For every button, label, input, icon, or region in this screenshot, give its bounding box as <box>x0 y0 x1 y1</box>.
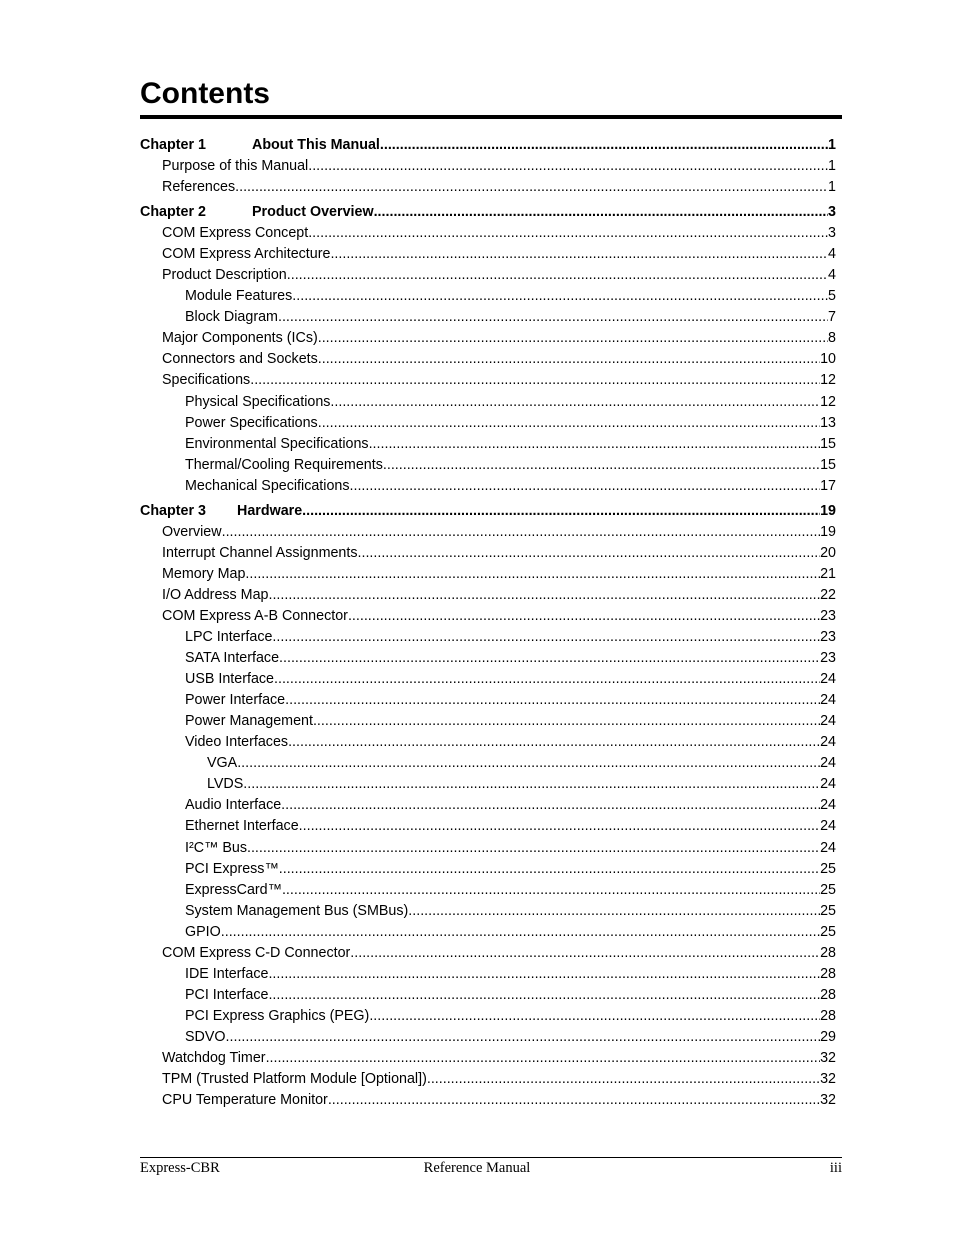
toc-entry[interactable] <box>162 1070 836 1088</box>
entry-page-number: 28 <box>820 1007 836 1024</box>
page-title: Contents <box>140 77 270 110</box>
entry-title: Major Components (ICs) <box>162 330 318 347</box>
entry-page-number: 28 <box>820 944 836 961</box>
chapter-label: Chapter 1 <box>140 137 206 153</box>
entry-title: Power Management <box>185 713 313 730</box>
dot-leader <box>330 245 828 263</box>
entry-title: Specifications <box>162 372 251 389</box>
dot-leader <box>348 607 820 625</box>
entry-page-number: 32 <box>820 1092 836 1109</box>
entry-page-number: 24 <box>820 839 836 856</box>
entry-page-number: 15 <box>820 435 836 452</box>
entry-title: Video Interfaces <box>185 734 289 751</box>
entry-title: GPIO <box>185 923 221 940</box>
chapter-title: About This Manual <box>252 137 380 153</box>
entry-title: IDE Interface <box>185 965 269 982</box>
toc-entry[interactable] <box>185 691 836 709</box>
chapter-title: Product Overview <box>252 204 374 221</box>
entry-title: Memory Map <box>162 565 246 582</box>
toc-entry[interactable] <box>162 157 836 175</box>
toc-entry[interactable] <box>185 1007 836 1025</box>
toc-entry[interactable] <box>207 775 836 793</box>
entry-page-number: 23 <box>820 650 836 667</box>
entry-page-number: 24 <box>820 776 836 793</box>
dot-leader <box>374 203 828 221</box>
toc-entry[interactable] <box>185 712 836 730</box>
entry-page-number: 28 <box>820 965 836 982</box>
toc-entry[interactable] <box>207 754 836 772</box>
toc-entry[interactable] <box>162 544 836 562</box>
entry-title: PCI Express™ <box>185 860 279 877</box>
chapter-title: Hardware <box>237 502 303 519</box>
dot-leader <box>243 775 820 793</box>
toc-entry[interactable] <box>185 860 836 878</box>
dot-leader <box>278 308 828 326</box>
dot-leader <box>330 393 820 411</box>
entry-page-number: 25 <box>820 881 836 898</box>
entry-title: SDVO <box>185 1028 226 1045</box>
entry-page-number: 23 <box>820 607 836 624</box>
entry-page-number: 24 <box>820 755 836 772</box>
entry-title: Overview <box>162 523 222 540</box>
toc-entry[interactable] <box>185 817 836 835</box>
toc-entry[interactable] <box>162 565 836 583</box>
dot-leader <box>250 371 820 389</box>
dot-leader <box>318 350 820 368</box>
dot-leader <box>235 178 828 196</box>
dot-leader <box>245 565 820 583</box>
dot-leader <box>272 628 820 646</box>
entry-title: LPC Interface <box>185 629 273 645</box>
dot-leader <box>226 1028 821 1046</box>
entry-title: PCI Express Graphics (PEG) <box>185 1007 370 1024</box>
toc-entry[interactable] <box>162 586 836 604</box>
entry-title: Module Features <box>185 288 293 305</box>
toc-chapter-entry[interactable] <box>140 136 836 154</box>
entry-page-number: 3 <box>828 204 836 221</box>
dot-leader <box>302 502 820 520</box>
dot-leader <box>308 224 828 242</box>
entry-page-number: 32 <box>820 1071 836 1088</box>
footer-page-number: iii <box>829 1160 842 1176</box>
dot-leader <box>288 733 820 751</box>
entry-page-number: 8 <box>828 330 836 347</box>
toc-entry[interactable] <box>162 1091 836 1109</box>
dot-leader <box>268 586 820 604</box>
footer-product-name: Express-CBR <box>140 1160 220 1176</box>
entry-page-number: 12 <box>820 393 836 410</box>
dot-leader <box>292 287 828 305</box>
entry-title: Power Specifications <box>185 414 318 431</box>
toc-entry[interactable] <box>162 371 836 389</box>
entry-title: I/O Address Map <box>162 586 269 603</box>
dot-leader <box>268 965 820 983</box>
entry-title: LVDS <box>207 776 244 793</box>
entry-page-number: 24 <box>820 818 836 835</box>
entry-title: References <box>162 179 236 196</box>
entry-page-number: 25 <box>820 902 836 919</box>
entry-title: COM Express Concept <box>162 225 309 242</box>
entry-title: TPM (Trusted Platform Module [Optional]) <box>162 1071 427 1088</box>
dot-leader <box>237 754 820 772</box>
dot-leader <box>350 944 820 962</box>
toc-entry[interactable] <box>185 670 836 688</box>
dot-leader <box>369 1007 820 1025</box>
dot-leader <box>383 456 820 474</box>
footer-document-type: Reference Manual <box>423 1160 531 1176</box>
dot-leader <box>299 817 820 835</box>
entry-title: Watchdog Timer <box>162 1050 266 1066</box>
dot-leader <box>350 477 821 495</box>
entry-title: Block Diagram <box>185 309 278 326</box>
toc-entry[interactable] <box>162 224 836 242</box>
entry-title: System Management Bus (SMBus) <box>185 902 409 919</box>
entry-page-number: 17 <box>820 477 836 494</box>
entry-title: Physical Specifications <box>185 393 331 410</box>
entry-title: Ethernet Interface <box>185 818 299 835</box>
entry-page-number: 24 <box>820 713 836 730</box>
dot-leader <box>328 1091 820 1109</box>
entry-page-number: 5 <box>828 288 836 305</box>
toc-entry[interactable] <box>185 923 836 941</box>
toc-entry[interactable] <box>185 796 836 814</box>
entry-page-number: 12 <box>820 372 836 389</box>
dot-leader <box>279 860 820 878</box>
dot-leader <box>313 712 820 730</box>
toc-entry[interactable] <box>185 965 836 983</box>
entry-page-number: 3 <box>828 225 836 242</box>
dot-leader <box>279 649 820 667</box>
entry-title: Connectors and Sockets <box>162 351 318 368</box>
entry-title: PCI Interface <box>185 986 269 1003</box>
toc-entry[interactable] <box>185 902 836 920</box>
entry-page-number: 19 <box>820 502 836 519</box>
dot-leader <box>266 1049 821 1067</box>
toc-entry[interactable] <box>185 839 836 857</box>
toc-entry[interactable] <box>185 628 836 646</box>
toc-entry[interactable] <box>162 944 836 962</box>
entry-page-number: 20 <box>820 544 836 561</box>
entry-page-number: 21 <box>820 565 836 582</box>
dot-leader <box>274 670 820 688</box>
toc-chapter-entry[interactable] <box>140 502 836 520</box>
toc-entry[interactable] <box>185 435 836 453</box>
entry-page-number: 13 <box>820 414 836 431</box>
toc-entry[interactable] <box>185 881 836 899</box>
toc-entry[interactable] <box>162 607 836 625</box>
dot-leader <box>427 1070 820 1088</box>
dot-leader <box>318 414 820 432</box>
dot-leader <box>268 986 820 1004</box>
dot-leader <box>369 435 821 453</box>
entry-title: ExpressCard™ <box>185 881 282 898</box>
dot-leader <box>287 266 828 284</box>
entry-page-number: 29 <box>820 1028 836 1045</box>
toc-chapter-entry[interactable] <box>140 203 836 221</box>
dot-leader <box>281 796 820 814</box>
toc-entry[interactable] <box>185 308 836 326</box>
toc-entry[interactable] <box>185 733 836 751</box>
toc-entry[interactable] <box>162 178 836 196</box>
toc-entry[interactable] <box>185 477 836 495</box>
entry-page-number: 23 <box>820 629 836 645</box>
entry-page-number: 24 <box>820 734 836 751</box>
entry-page-number: 1 <box>828 137 836 153</box>
entry-title: Audio Interface <box>185 797 282 814</box>
dot-leader <box>318 329 828 347</box>
dot-leader <box>222 523 821 541</box>
entry-page-number: 4 <box>828 267 836 284</box>
dot-leader <box>408 902 820 920</box>
entry-title: Product Description <box>162 267 287 284</box>
toc-entry[interactable] <box>185 1028 836 1046</box>
dot-leader <box>358 544 821 562</box>
entry-page-number: 4 <box>828 246 836 263</box>
toc-entry[interactable] <box>185 414 836 432</box>
toc-entry[interactable] <box>162 350 836 368</box>
entry-title: COM Express Architecture <box>162 246 331 263</box>
entry-title: I²C™ Bus <box>185 839 247 856</box>
entry-title: SATA Interface <box>185 650 280 667</box>
entry-title: Mechanical Specifications <box>185 477 350 494</box>
entry-title: VGA <box>207 755 238 772</box>
entry-page-number: 25 <box>820 860 836 877</box>
entry-title: Interrupt Channel Assignments <box>162 544 358 561</box>
toc-entry[interactable] <box>162 329 836 347</box>
entry-page-number: 15 <box>820 456 836 473</box>
toc-entry[interactable] <box>162 245 836 263</box>
dot-leader <box>282 881 820 899</box>
toc-entry[interactable] <box>185 287 836 305</box>
entry-title: CPU Temperature Monitor <box>162 1092 328 1109</box>
entry-title: Power Interface <box>185 692 286 709</box>
toc-entry[interactable] <box>185 393 836 411</box>
entry-page-number: 32 <box>820 1050 836 1066</box>
entry-page-number: 28 <box>820 986 836 1003</box>
entry-page-number: 19 <box>820 523 836 540</box>
dot-leader <box>380 136 828 154</box>
entry-page-number: 24 <box>820 671 836 688</box>
entry-page-number: 24 <box>820 797 836 814</box>
entry-title: USB Interface <box>185 671 274 688</box>
entry-page-number: 24 <box>820 692 836 709</box>
entry-page-number: 1 <box>828 179 836 196</box>
toc-entry[interactable] <box>185 649 836 667</box>
dot-leader <box>285 691 820 709</box>
entry-title: Purpose of this Manual <box>162 158 309 174</box>
entry-page-number: 10 <box>820 351 836 368</box>
dot-leader <box>221 923 820 941</box>
entry-title: Thermal/Cooling Requirements <box>185 456 383 473</box>
toc-entry[interactable] <box>162 1049 836 1067</box>
dot-leader <box>308 157 828 175</box>
entry-title: Environmental Specifications <box>185 435 369 452</box>
dot-leader <box>247 839 820 857</box>
entry-page-number: 1 <box>828 158 836 174</box>
chapter-label: Chapter 3 <box>140 502 206 519</box>
entry-page-number: 7 <box>828 309 836 326</box>
toc-entry[interactable] <box>162 266 836 284</box>
toc-entry[interactable] <box>185 456 836 474</box>
entry-page-number: 22 <box>820 586 836 603</box>
chapter-label: Chapter 2 <box>140 204 206 221</box>
entry-title: COM Express C-D Connector <box>162 944 351 961</box>
entry-page-number: 25 <box>820 923 836 940</box>
toc-entry[interactable] <box>162 523 836 541</box>
entry-title: COM Express A-B Connector <box>162 607 348 624</box>
footer-rule <box>140 1157 842 1158</box>
toc-entry[interactable] <box>185 986 836 1004</box>
